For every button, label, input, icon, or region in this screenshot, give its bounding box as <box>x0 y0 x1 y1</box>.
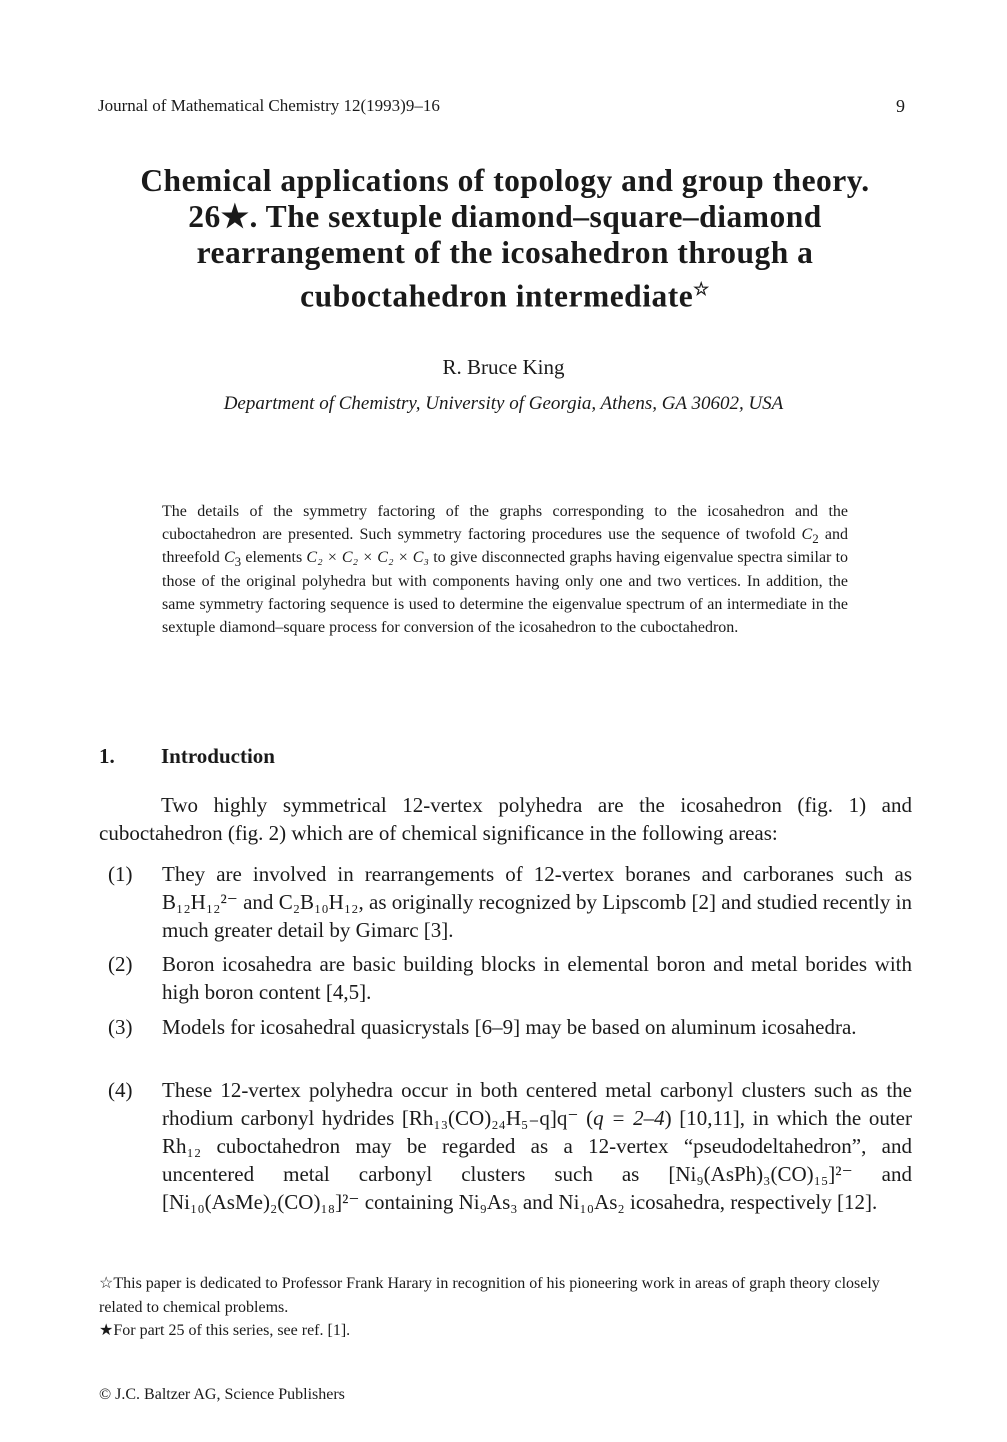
author: R. Bruce King <box>442 355 565 379</box>
formula-c2b10h12: C₂B₁₀H₁₂ <box>278 890 359 914</box>
formula-ni10: [Ni₁₀(AsMe)₂(CO)₁₈]²⁻ <box>162 1190 360 1214</box>
section-number: 1. <box>99 744 115 768</box>
footnote-dedication: ☆This paper is dedicated to Professor Frank Harary in recognition of his pioneering work in areas of graph theory closely related to chemical problems. <box>99 1275 880 1316</box>
formula-b12h12: B₁₂H₁₂²⁻ <box>162 890 238 914</box>
formula-rh13: [Rh₁₃(CO)₂₄H₅₋q]q⁻ <box>401 1106 579 1130</box>
formula-ni9: [Ni₉(AsPh)₃(CO)₁₅]²⁻ <box>668 1162 853 1186</box>
intro-paragraph: Two highly symmetrical 12-vertex polyhedra are the icosahedron (fig. 1) and cuboctahedron (fig. 2) which are of chemical significance in the following areas: <box>99 793 912 845</box>
footnotes <box>99 1272 914 1343</box>
title-line-1: Chemical applications of topology and group theory. <box>140 163 870 198</box>
symmetry-product: C₂ × C₂ × C₂ × C₃ <box>306 549 429 567</box>
formula-rh12: Rh₁₂ <box>162 1134 202 1158</box>
formula-ni10as2: Ni₁₀As₂ <box>558 1190 625 1214</box>
title-star-mark: ☆ <box>693 279 710 299</box>
formula-ni9as3: Ni₉As₃ <box>458 1190 518 1214</box>
publisher-line: © J.C. Baltzer AG, Science Publishers <box>99 1386 345 1403</box>
section-title: Introduction <box>161 744 275 768</box>
running-head: Journal of Mathematical Chemistry 12(1993)9–16 <box>98 96 440 115</box>
title-line-3: rearrangement of the icosahedron through a <box>196 235 814 270</box>
formula-q-range: q = 2–4 <box>593 1106 665 1130</box>
footnote-series: ★For part 25 of this series, see ref. [1]. <box>99 1322 351 1339</box>
affiliation: Department of Chemistry, University of Georgia, Athens, GA 30602, USA <box>223 393 784 414</box>
title-line-4: cuboctahedron intermediate☆ <box>300 278 710 314</box>
paper-title <box>80 163 930 315</box>
title-line-2: 26★. The sextuple diamond–square–diamond <box>188 199 822 234</box>
abstract: The details of the symmetry factoring of the graphs corresponding to the icosahedron and the cuboctahedron are presented. Such symmetry factoring procedures use the sequence of twofold $C_2$ and threefold $C_3$ elements C₂ × C₂ × C₂ × C₃ to give disconnected graphs having eigenvalue spectra similar to those of the original polyhedra but with components having only one and two vertices. In addition, the same symmetry factoring sequence is used to determine the eigenvalue spectrum of an intermediate in the sextuple diamond–square process for conversion of the icosahedron to the cuboctahedron. <box>162 503 849 637</box>
page-number: 9 <box>896 96 905 116</box>
